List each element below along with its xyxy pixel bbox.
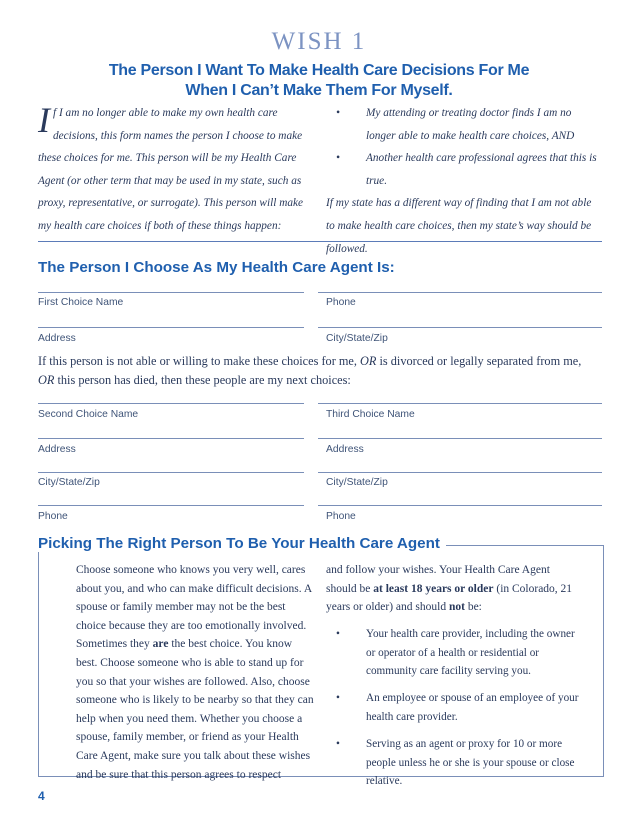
- third-choice-address-line[interactable]: [318, 438, 602, 439]
- drop-cap: I: [38, 100, 50, 140]
- bullet-icon: •: [336, 737, 340, 750]
- first-choice-city-line[interactable]: [318, 327, 602, 328]
- picking-bullet: • Serving as an agent or proxy for 10 or more people unless he or she is your spouse or close relative.: [326, 735, 582, 791]
- picking-bullet: • Your health care provider, including the owner or operator of a health or residential or community care facility serving you.: [326, 625, 582, 681]
- second-choice-phone-label: Phone: [38, 511, 68, 522]
- picking-right-column: [326, 561, 582, 791]
- intro-right: [326, 102, 598, 260]
- intro-right-text: If my state has a different way of finding that I am not able to make health care choices, then my state’s way should be followed.: [326, 197, 592, 255]
- bullet-icon: •: [336, 152, 340, 165]
- bullet-icon: •: [336, 627, 340, 640]
- first-choice-name-label: First Choice Name: [38, 297, 124, 308]
- third-choice-phone-label: Phone: [326, 511, 356, 522]
- page-heading-line2: When I Can’t Make Them For Myself.: [185, 82, 453, 99]
- second-choice-address-line[interactable]: [38, 438, 304, 439]
- second-choice-phone-line[interactable]: [38, 505, 304, 506]
- first-choice-name-line[interactable]: [38, 292, 304, 293]
- page-heading-line1: The Person I Want To Make Health Care Decisions For Me: [108, 62, 530, 79]
- third-choice-address-label: Address: [326, 444, 364, 455]
- divider: [38, 241, 602, 242]
- picking-left-column: Choose someone who knows you very well, cares about you, and who can make difficult decisions. A spouse or family member may not be the best choice because they are too emotionally involved. Sometimes they are the best choice. You know best. Choose someone who is able to stand up for you so that your wishes are followed. Also, choose someone who is likely to be nearby so that they can help when you need them. Whether you choose a spouse, family member, or friend as your Health Care Agent, make sure you talk about these wishes and be sure that this person agrees to respect: [76, 564, 314, 781]
- intro-left-text: f I am no longer able to make my own health care decisions, this form names the person I choose to make these choices for me. This person will be my Health Care Agent (or other term that may be used in my state, such as proxy, representative, or surrogate). This person will make my health care choices if both of these things happen:: [38, 107, 304, 232]
- intro-bullet: • My attending or treating doctor finds I am no longer able to make health care choices, AND: [326, 102, 598, 147]
- first-choice-city-label: City/State/Zip: [326, 333, 388, 344]
- intro-bullets: [326, 102, 598, 192]
- first-choice-phone-line[interactable]: [318, 292, 602, 293]
- third-choice-name-label: Third Choice Name: [326, 409, 415, 420]
- picking-bullets: [326, 625, 582, 791]
- bullet-icon: •: [336, 692, 340, 705]
- picking-title: Picking The Right Person To Be Your Health Care Agent: [34, 535, 446, 552]
- second-choice-city-label: City/State/Zip: [38, 477, 100, 488]
- first-choice-address-label: Address: [38, 333, 76, 344]
- first-choice-phone-label: Phone: [326, 297, 356, 308]
- picking-bullet: • An employee or spouse of an employee of your health care provider.: [326, 689, 582, 727]
- picking-right-text: and follow your wishes. Your Health Care Agent should be at least 18 years or older (in Colorado, 21 years or older) and should not be:: [326, 564, 573, 614]
- third-choice-phone-line[interactable]: [318, 505, 602, 506]
- second-choice-address-label: Address: [38, 444, 76, 455]
- third-choice-name-line[interactable]: [318, 403, 602, 404]
- agent-section-title: The Person I Choose As My Health Care Agent Is:: [38, 259, 395, 276]
- intro-bullet: • Another health care professional agrees that this is true.: [326, 147, 598, 192]
- second-choice-name-line[interactable]: [38, 403, 304, 404]
- third-choice-city-label: City/State/Zip: [326, 477, 388, 488]
- page-number: 4: [38, 789, 45, 803]
- bullet-icon: •: [336, 107, 340, 119]
- third-choice-city-line[interactable]: [318, 472, 602, 473]
- intro-left: [38, 102, 308, 238]
- second-choice-name-label: Second Choice Name: [38, 409, 139, 420]
- second-choice-city-line[interactable]: [38, 472, 304, 473]
- first-choice-address-line[interactable]: [38, 327, 304, 328]
- wish-title: WISH 1: [271, 28, 367, 55]
- next-choices-text: If this person is not able or willing to make these choices for me, OR is divorced or legally separated from me, OR this person has died, then these people are my next choices:: [38, 354, 582, 387]
